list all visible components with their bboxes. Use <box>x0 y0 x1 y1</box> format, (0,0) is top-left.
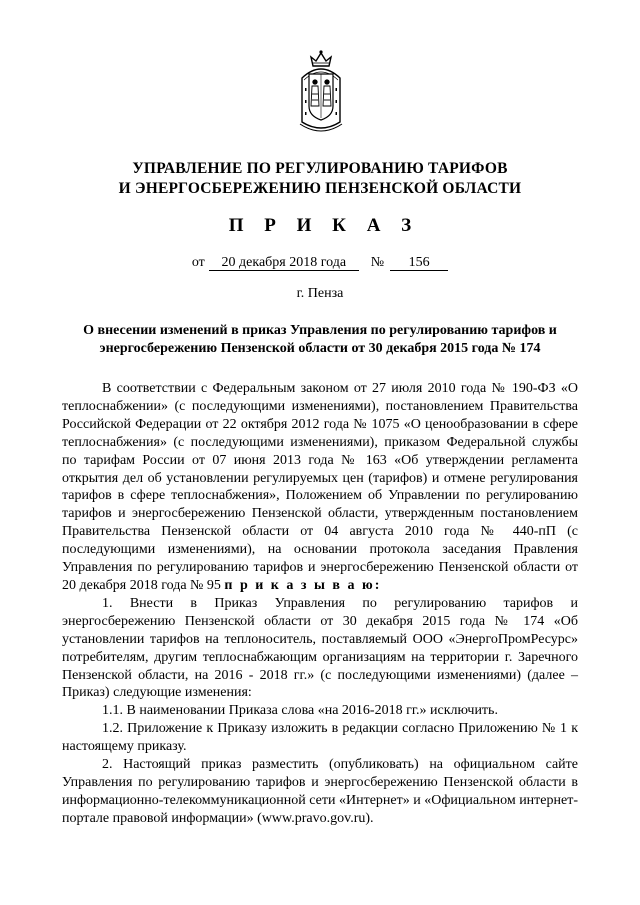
order-word: п р и к а з ы в а ю: <box>224 577 382 593</box>
coat-of-arms-emblem <box>296 48 346 134</box>
item-1-1: 1.1. В наименовании Приказа слова «на 2016-2018 гг.» исключить. <box>102 703 498 719</box>
document-body <box>62 380 578 828</box>
document-date: 20 декабря 2018 года <box>209 255 359 271</box>
item-2: 2. Настоящий приказ разместить (опубликовать) на официальном сайте Управления по регулированию тарифов и энергосбережению Пензенской области в информационно-телекоммуникационной сети «Интернет» и «Официальном интернет-портале правовой информации» (www.pravo.gov.ru). <box>62 757 578 826</box>
date-prefix: от <box>191 255 205 270</box>
city-name: г. Пенза <box>296 286 344 301</box>
document-type-title: П Р И К А З <box>228 215 420 236</box>
item-1-2: 1.2. Приложение к Приказу изложить в редакции согласно Приложению № 1 к настоящему приказу. <box>62 721 578 755</box>
preamble-text: В соответствии с Федеральным законом от 27 июля 2010 года № 190-ФЗ «О теплоснабжении» (с последующими изменениями), постановлением Правительства Российской Федерации от 22 октября 2012 года № 1075 «О ценообразовании в сфере теплоснабжения» (с последующими изменениями), приказом Федеральной службы по тарифам России от 07 июня 2013 года № 163 «Об утверждении регламента открытия дел об установлении регулируемых цен (тарифов) и отмене регулирования тарифов в сфере теплоснабжения», Положением об Управлении по регулированию тарифов и энергосбережению Пензенской области, утвержденным постановлением Правительства Пензенской области от 04 августа 2010 года № 440-пП (с последующими изменениями), на основании протокола заседания Правления Управления по регулированию тарифов и энергосбережению Пензенской области от 20 декабря 2018 года № 95 <box>62 381 578 593</box>
date-number-line <box>0 255 640 271</box>
document-subject: О внесении изменений в приказ Управления по регулированию тарифов и энергосбережению Пензенской области от 30 декабря 2015 года № 174 <box>83 323 557 356</box>
preamble-paragraph <box>62 380 578 595</box>
agency-name-line2: И ЭНЕРГОСБЕРЕЖЕНИЮ ПЕНЗЕНСКОЙ ОБЛАСТИ <box>118 180 522 197</box>
item-1: 1. Внести в Приказ Управления по регулированию тарифов и энергосбережению Пензенской области от 30 декабря 2015 года № 174 «Об установлении тарифов на теплоноситель, поставляемый ООО «ЭнергоПромРесурс» потребителям, другим теплоснабжающим организациям на территории г. Заречного Пензенской области, на 2016 - 2018 гг.» (с последующими изменениями) (далее – Приказ) следующие изменения: <box>62 595 578 701</box>
number-prefix: № <box>370 255 385 270</box>
agency-name-line1: УПРАВЛЕНИЕ ПО РЕГУЛИРОВАНИЮ ТАРИФОВ <box>132 160 508 177</box>
document-number: 156 <box>390 255 448 271</box>
